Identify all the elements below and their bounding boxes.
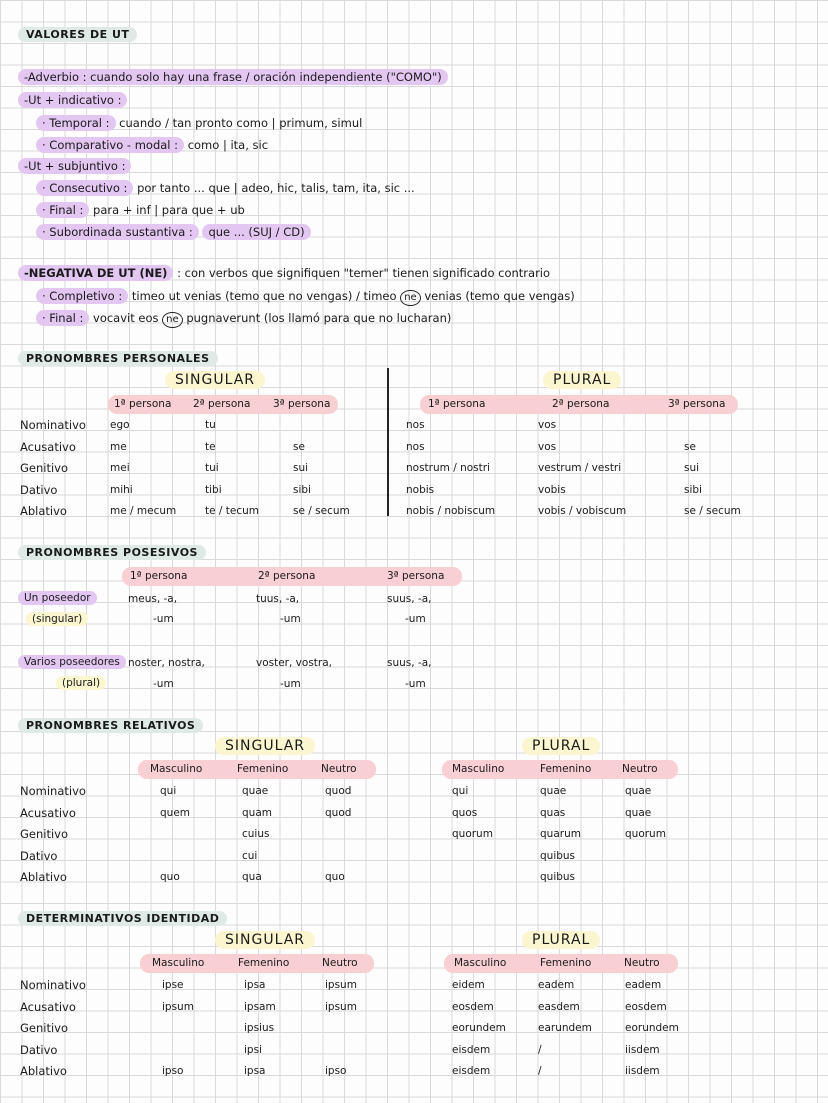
- determinativos-plural-heading: PLURAL: [522, 932, 600, 948]
- table-cell: eadem: [538, 979, 575, 991]
- table-cell: eorundem: [452, 1022, 506, 1034]
- column-header: Masculino: [452, 763, 505, 775]
- posesivo-cell: noster, nostra,: [128, 657, 205, 669]
- table-cell: mihi: [110, 483, 133, 496]
- comparativo-line: · Comparativo - modal : como | ita, sic: [36, 138, 268, 152]
- negativa-line: -NEGATIVA DE UT (NE) : con verbos que signifiquen "temer" tienen significado contrario: [18, 266, 550, 280]
- plural-note: (plural): [56, 677, 106, 689]
- table-cell: iisdem: [625, 1043, 660, 1056]
- column-header: Masculino: [152, 957, 205, 969]
- column-header: Masculino: [150, 763, 203, 775]
- posesivo-cell: suus, -a,: [387, 593, 432, 605]
- column-header: Femenino: [237, 763, 289, 775]
- posesivo-cell: voster, vostra,: [256, 657, 332, 669]
- ut-subjuntivo-line: -Ut + subjuntivo :: [18, 159, 131, 173]
- posesivo-cell: meus, -a,: [128, 593, 178, 605]
- table-cell: quas: [540, 806, 566, 819]
- section-title-personales: PRONOMBRES PERSONALES: [18, 352, 218, 365]
- table-cell: qua: [242, 871, 262, 883]
- table-cell: te: [205, 440, 216, 453]
- table-cell: eisdem: [452, 1065, 491, 1077]
- ut-indicativo-line: -Ut + indicativo :: [18, 93, 127, 107]
- case-label: Ablativo: [20, 870, 67, 884]
- table-cell: tu: [205, 419, 216, 431]
- table-cell: vos: [538, 440, 557, 453]
- table-cell: eosdem: [625, 1000, 667, 1013]
- case-label: Genitivo: [20, 827, 69, 841]
- relativos-singular-heading: SINGULAR: [215, 738, 315, 754]
- column-header: 3ª persona: [273, 398, 331, 410]
- column-header: Neutro: [622, 763, 658, 775]
- table-cell: quae: [540, 785, 567, 797]
- table-cell: sibi: [684, 483, 702, 496]
- table-cell: nos: [406, 440, 425, 453]
- case-label: Acusativo: [20, 805, 76, 820]
- posesivos-person-3: 3ª persona: [387, 570, 445, 582]
- personales-singular-heading: SINGULAR: [165, 372, 265, 388]
- table-cell: quae: [625, 806, 652, 819]
- varios-poseedores-label: Varios poseedores: [18, 656, 126, 668]
- table-cell: se: [293, 440, 305, 453]
- column-header: Neutro: [321, 763, 357, 775]
- table-cell: quam: [242, 806, 272, 819]
- table-cell: nobis: [406, 483, 435, 496]
- case-label: Acusativo: [20, 439, 76, 454]
- table-cell: sibi: [293, 483, 311, 496]
- table-cell: /: [538, 1043, 542, 1056]
- table-cell: quae: [625, 785, 652, 797]
- table-cell: nos: [406, 419, 425, 431]
- case-label: Dativo: [20, 848, 58, 863]
- column-header: 1ª persona: [428, 398, 486, 410]
- table-cell: eorundem: [625, 1022, 679, 1034]
- case-label: Genitivo: [20, 1021, 69, 1035]
- table-cell: nobis / nobiscum: [406, 505, 496, 517]
- table-cell: ipsam: [244, 1000, 276, 1013]
- case-label: Ablativo: [20, 504, 67, 518]
- posesivo-cell: -um: [280, 678, 301, 690]
- column-header: Femenino: [540, 957, 592, 969]
- section-title-determinativos: DETERMINATIVOS IDENTIDAD: [18, 912, 227, 925]
- subordinada-line: · Subordinada sustantiva : que ... (SUJ / CD): [36, 225, 311, 239]
- section-title-posesivos: PRONOMBRES POSESIVOS: [18, 546, 206, 559]
- adverbio-line: -Adverbio : cuando solo hay una frase / oración independiente ("COMO"): [18, 70, 448, 84]
- table-cell: quorum: [452, 828, 493, 840]
- case-label: Dativo: [20, 1042, 58, 1057]
- final-line: · Final : para + inf | para que + ub: [36, 203, 245, 217]
- column-header: Femenino: [238, 957, 290, 969]
- table-cell: vobis / vobiscum: [538, 505, 627, 517]
- column-header: Neutro: [322, 957, 358, 969]
- personales-divider: [387, 368, 389, 516]
- table-cell: se / secum: [684, 505, 741, 517]
- table-cell: ipso: [325, 1065, 347, 1077]
- table-cell: quo: [325, 871, 345, 883]
- table-cell: eosdem: [452, 1000, 494, 1013]
- table-cell: eidem: [452, 979, 485, 991]
- table-cell: sui: [293, 462, 309, 474]
- table-cell: ipsi: [244, 1043, 262, 1056]
- personales-plural-heading: PLURAL: [543, 372, 621, 388]
- ne-circled: ne: [162, 312, 183, 328]
- table-cell: me / mecum: [110, 505, 177, 517]
- table-cell: quod: [325, 785, 352, 797]
- table-cell: ipsa: [244, 1065, 266, 1077]
- posesivo-cell: -um: [405, 613, 426, 625]
- table-cell: ipse: [162, 979, 184, 991]
- case-label: Nominativo: [20, 978, 86, 992]
- column-header: 3ª persona: [668, 398, 726, 410]
- table-cell: eadem: [625, 979, 662, 991]
- posesivo-cell: -um: [153, 613, 174, 625]
- case-label: Nominativo: [20, 418, 86, 432]
- table-cell: quorum: [625, 828, 666, 840]
- table-cell: quo: [160, 871, 180, 883]
- posesivo-cell: tuus, -a,: [256, 593, 300, 605]
- table-cell: ipsius: [244, 1022, 275, 1034]
- consecutivo-line: · Consecutivo : por tanto ... que | adeo, hic, talis, tam, ita, sic ...: [36, 181, 415, 195]
- case-label: Genitivo: [20, 461, 69, 475]
- column-header: 1ª persona: [114, 398, 172, 410]
- table-cell: vos: [538, 419, 557, 431]
- un-poseedor-label: Un poseedor: [18, 592, 97, 604]
- table-cell: tui: [205, 462, 219, 474]
- column-header: Femenino: [540, 763, 592, 775]
- table-cell: te / tecum: [205, 505, 260, 517]
- case-label: Nominativo: [20, 784, 86, 798]
- table-cell: ipsa: [244, 979, 266, 991]
- table-cell: cuius: [242, 828, 270, 840]
- case-label: Ablativo: [20, 1064, 67, 1078]
- temporal-line: · Temporal : cuando / tan pronto como | primum, simul: [36, 116, 362, 130]
- column-header: 2ª persona: [552, 398, 610, 410]
- table-cell: ipsum: [325, 979, 357, 991]
- column-header: Masculino: [454, 957, 507, 969]
- completivo-line: · Completivo : timeo ut venias (temo que no vengas) / timeo ne venias (temo que vengas): [36, 289, 575, 306]
- table-cell: quibus: [540, 849, 576, 862]
- determinativos-singular-heading: SINGULAR: [215, 932, 315, 948]
- table-cell: ipso: [162, 1065, 184, 1077]
- table-cell: vestrum / vestri: [538, 462, 622, 474]
- case-label: Dativo: [20, 482, 58, 497]
- table-cell: easdem: [538, 1000, 580, 1013]
- table-cell: se: [684, 440, 696, 453]
- ne-circled: ne: [400, 290, 421, 306]
- table-cell: quibus: [540, 871, 576, 883]
- table-cell: earundem: [538, 1022, 592, 1034]
- section-title-relativos: PRONOMBRES RELATIVOS: [18, 719, 203, 732]
- posesivo-cell: suus, -a,: [387, 657, 432, 669]
- table-cell: ego: [110, 419, 130, 431]
- column-header: 2ª persona: [193, 398, 251, 410]
- table-cell: /: [538, 1065, 542, 1077]
- posesivos-person-2: 2ª persona: [258, 570, 316, 582]
- table-cell: nostrum / nostri: [406, 462, 490, 474]
- table-cell: iisdem: [625, 1065, 660, 1077]
- table-cell: se / secum: [293, 505, 350, 517]
- table-cell: me: [110, 440, 127, 453]
- table-cell: quod: [325, 806, 352, 819]
- table-cell: quarum: [540, 828, 581, 840]
- posesivos-person-1: 1ª persona: [130, 570, 188, 582]
- table-cell: mei: [110, 462, 130, 474]
- section-title-valores: VALORES DE UT: [18, 28, 137, 41]
- final-negativa-line: · Final : vocavit eos ne pugnaverunt (los llamó para que no lucharan): [36, 311, 451, 328]
- table-cell: quos: [452, 806, 478, 819]
- table-cell: quae: [242, 785, 269, 797]
- posesivo-cell: -um: [280, 613, 301, 625]
- column-header: Neutro: [624, 957, 660, 969]
- table-cell: vobis: [538, 483, 566, 496]
- table-cell: qui: [452, 785, 469, 797]
- posesivo-cell: -um: [153, 678, 174, 690]
- singular-note: (singular): [26, 613, 88, 625]
- table-cell: tibi: [205, 483, 222, 496]
- table-cell: quem: [160, 806, 191, 819]
- posesivo-cell: -um: [405, 678, 426, 690]
- table-cell: sui: [684, 462, 700, 474]
- table-cell: cui: [242, 849, 258, 862]
- table-cell: ipsum: [162, 1000, 194, 1013]
- relativos-plural-heading: PLURAL: [522, 738, 600, 754]
- table-cell: qui: [160, 785, 177, 797]
- case-label: Acusativo: [20, 999, 76, 1014]
- table-cell: eisdem: [452, 1043, 491, 1056]
- table-cell: ipsum: [325, 1000, 357, 1013]
